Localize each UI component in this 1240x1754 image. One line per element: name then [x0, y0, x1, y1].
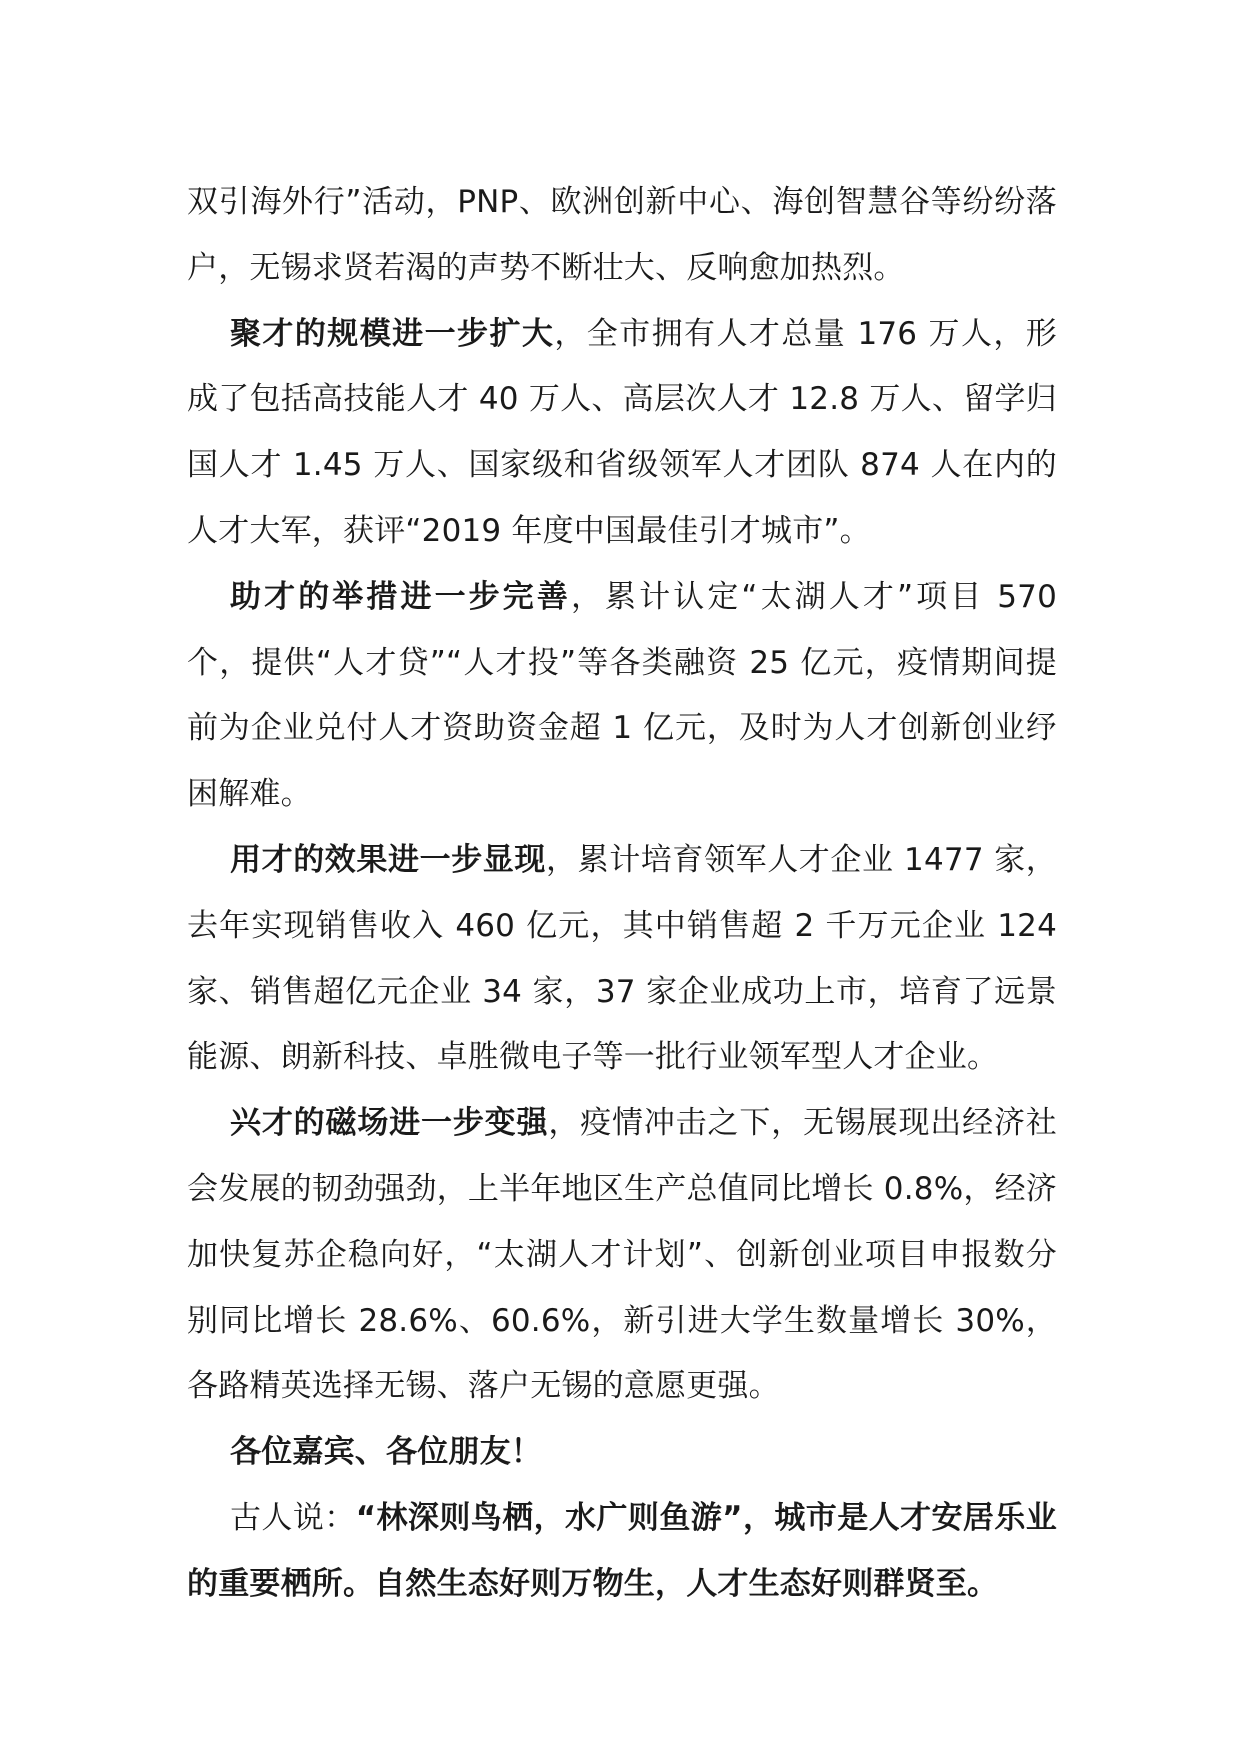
paragraph-text: ，全市拥有人才总量 176 万人，形成了包括高技能人才 40 万人、高层次人才 12.8 万人、留学归国人才 1.45 万人、国家级和省级领军人才团队 874 人在内的人才大军，获评“2019 年度中国最佳引才城市”。	[187, 315, 1058, 549]
paragraph-text: 古人说：	[230, 1499, 356, 1536]
paragraph-talent-scale	[187, 302, 1057, 565]
paragraph-intro	[187, 170, 1057, 302]
paragraph-quote	[187, 1486, 1057, 1618]
paragraph-talent-magnet	[187, 1091, 1057, 1420]
paragraph-heading: 兴才的磁场进一步变强	[230, 1105, 549, 1142]
paragraph-heading: 助才的举措进一步完善	[230, 578, 571, 615]
paragraph-text: ，疫情冲击之下，无锡展现出经济社会发展的韧劲强劲，上半年地区生产总值同比增长 0.8%，经济加快复苏企稳向好，“太湖人才计划”、创新创业项目申报数分别同比增长 28.6%、60.6%，新引进大学生数量增长 30%，各路精英选择无锡、落户无锡的意愿更强。	[187, 1105, 1058, 1405]
paragraph-talent-results	[187, 828, 1057, 1091]
paragraph-text: ，累计认定“太湖人才”项目 570 个，提供“人才贷”“人才投”等各类融资 25 亿元，疫情期间提前为企业兑付人才资助资金超 1 亿元，及时为人才创新创业纾困解难。	[187, 578, 1058, 813]
paragraph-text: 双引海外行”活动，PNP、欧洲创新中心、海创智慧谷等纷纷落户，无锡求贤若渴的声势不断壮大、反响愈加热烈。	[187, 184, 1057, 286]
paragraph-talent-support	[187, 565, 1057, 828]
paragraph-heading: 聚才的规模进一步扩大	[230, 315, 555, 352]
document-body	[187, 170, 1057, 1618]
paragraph-heading: 用才的效果进一步显现	[230, 841, 546, 878]
greeting-text: 各位嘉宾、各位朋友！	[230, 1434, 542, 1471]
paragraph-text: ，累计培育领军人才企业 1477 家，去年实现销售收入 460 亿元，其中销售超 2 千万元企业 124 家、销售超亿元企业 34 家，37 家企业成功上市，培育了远景能源、朗新科技、卓胜微电子等一批行业领军型人才企业。	[187, 841, 1057, 1076]
paragraph-greeting	[187, 1420, 1057, 1486]
quote-text: “林深则鸟栖，水广则鱼游”，城市是人才安居乐业的重要栖所。自然生态好则万物生，人才生态好则群贤至。	[187, 1499, 1057, 1602]
